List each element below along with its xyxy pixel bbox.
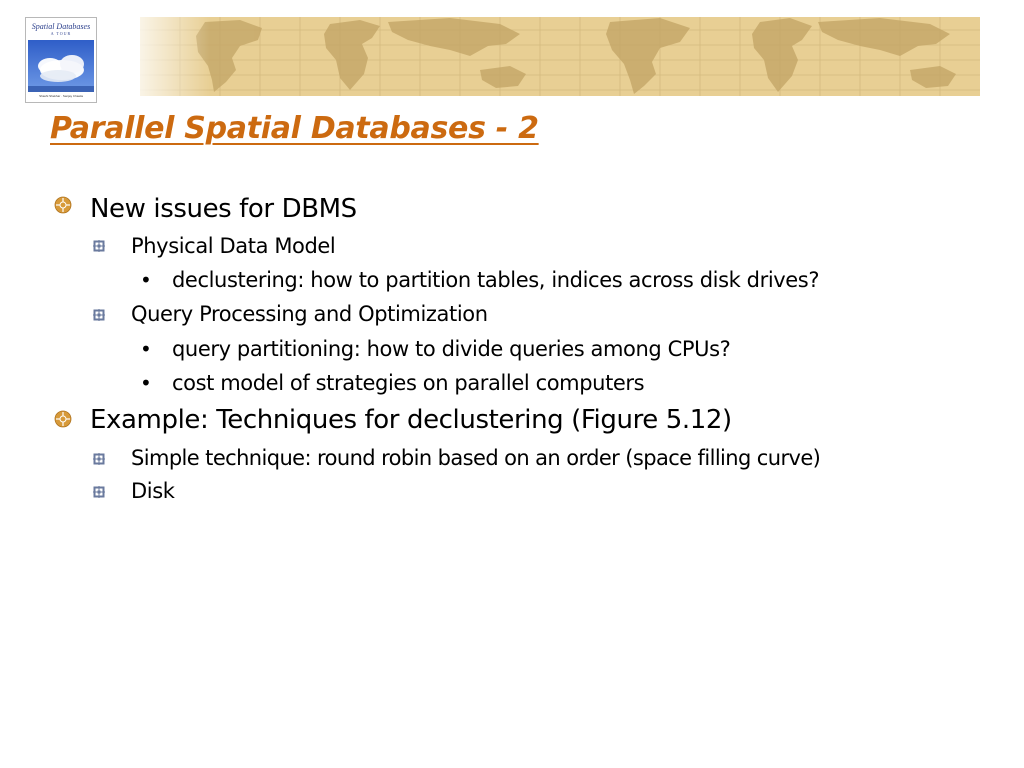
sub-bullet-disk: Disk [131,479,175,503]
bullet-example-declustering: Example: Techniques for declustering (Figure 5.12) [90,405,732,435]
square-target-bullet-icon [93,453,105,465]
dot-bullet: • [140,268,152,292]
book-title: Spatial Databases [31,22,91,31]
bullet-new-issues: New issues for DBMS [90,194,357,224]
sub-bullet-physical-data-model: Physical Data Model [131,234,336,258]
square-target-bullet-icon [93,240,105,252]
square-target-bullet-icon [93,309,105,321]
slide-title: Parallel Spatial Databases - 2 [50,111,539,146]
point-declustering: declustering: how to partition tables, indices across disk drives? [172,268,820,292]
sub-bullet-query-processing: Query Processing and Optimization [131,302,488,326]
point-cost-model: cost model of strategies on parallel computers [172,371,645,395]
square-target-bullet-icon [93,486,105,498]
sky-cloud-image [28,40,94,92]
world-map-banner [0,0,1024,104]
compass-bullet-icon [54,196,72,214]
dot-bullet: • [140,371,152,395]
book-authors: Shashi Shekhar · Sanjay Chawla [39,94,83,98]
header-banner [0,0,1024,104]
book-subtitle: A TOUR [50,31,72,36]
dot-bullet: • [140,337,152,361]
point-query-partitioning: query partitioning: how to divide queries among CPUs? [172,337,731,361]
compass-bullet-icon [54,410,72,428]
sub-bullet-simple-technique: Simple technique: round robin based on an order (space filling curve) [131,446,821,470]
book-cover [25,17,97,103]
